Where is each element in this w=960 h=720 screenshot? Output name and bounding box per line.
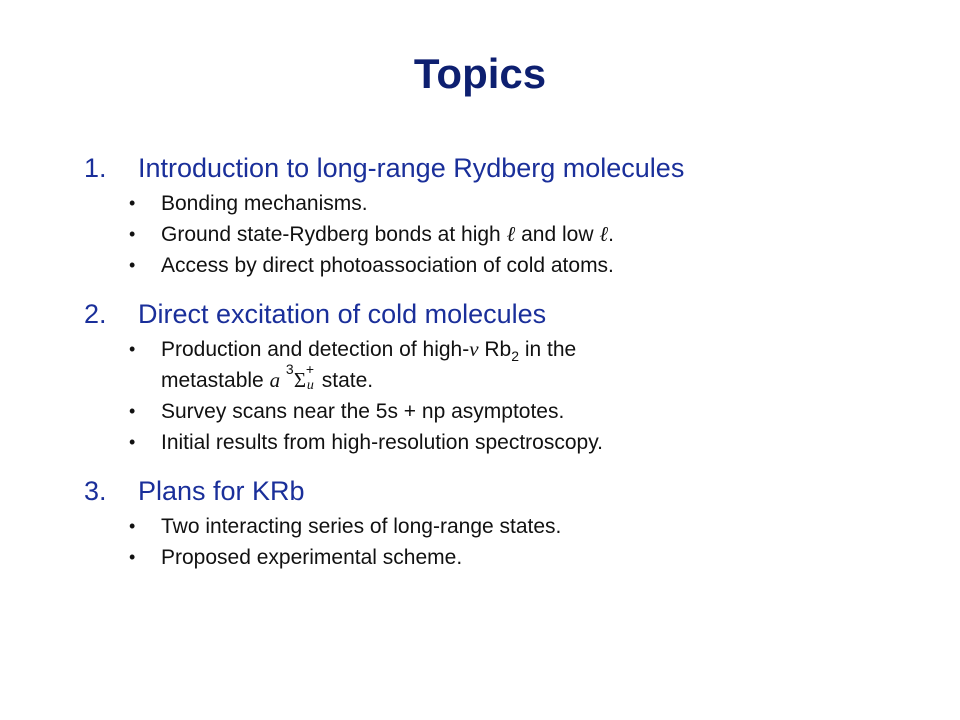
topic-1	[84, 150, 904, 281]
bullet-icon: •	[129, 193, 136, 213]
bullet-text: Bonding mechanisms.	[161, 192, 368, 215]
bullet-list	[84, 511, 904, 573]
topic-number: 2.	[84, 299, 107, 329]
bullet-text: Initial results from high-resolution spectroscopy.	[161, 431, 603, 454]
ell-symbol: ℓ	[506, 222, 516, 246]
bullet-item	[84, 188, 904, 219]
bullet-item	[84, 396, 904, 427]
v-symbol: v	[469, 337, 479, 361]
topic-heading	[84, 473, 904, 509]
topic-3	[84, 473, 904, 573]
bullet-item	[84, 334, 904, 396]
topic-number: 3.	[84, 476, 107, 506]
bullet-icon: •	[129, 255, 136, 275]
expression: 5s + np	[375, 400, 446, 423]
bullet-icon: •	[129, 432, 136, 452]
topic-heading-text: Plans for KRb	[138, 476, 305, 506]
topic-heading	[84, 150, 904, 186]
topic-heading-text: Direct excitation of cold molecules	[138, 299, 547, 329]
bullet-text: Ground state-Rydberg bonds at high ℓ and low ℓ.	[161, 222, 614, 246]
bullet-text: Access by direct photoassociation of cold atoms.	[161, 254, 614, 277]
topic-2	[84, 296, 904, 458]
ell-symbol: ℓ	[599, 222, 609, 246]
topic-number: 1.	[84, 153, 107, 183]
bullet-item	[84, 219, 904, 250]
topic-heading-text: Introduction to long-range Rydberg molecules	[138, 153, 685, 183]
topic-heading	[84, 296, 904, 332]
bullet-icon: •	[129, 224, 136, 244]
bullet-text: Proposed experimental scheme.	[161, 546, 463, 569]
bullet-item	[84, 542, 904, 573]
bullet-item	[84, 427, 904, 458]
bullet-icon: •	[129, 401, 136, 421]
bullet-list	[84, 188, 904, 281]
topic-list	[84, 150, 904, 588]
bullet-list	[84, 334, 904, 458]
bullet-text: Two interacting series of long-range states.	[161, 515, 562, 538]
bullet-item	[84, 250, 904, 281]
bullet-icon: •	[129, 339, 136, 359]
bullet-item	[84, 511, 904, 542]
bullet-icon: •	[129, 516, 136, 536]
term-symbol: 3 Σ + u	[285, 361, 315, 393]
bullet-text: Survey scans near the 5s + np asymptotes.	[161, 400, 565, 423]
bullet-icon: •	[129, 547, 136, 567]
a-symbol: a	[269, 368, 281, 392]
bullet-text: Production and detection of high-v $Rb_2$ in the metastable a 3 Σ + u state.	[161, 337, 577, 393]
slide-title: Topics	[413, 50, 547, 97]
